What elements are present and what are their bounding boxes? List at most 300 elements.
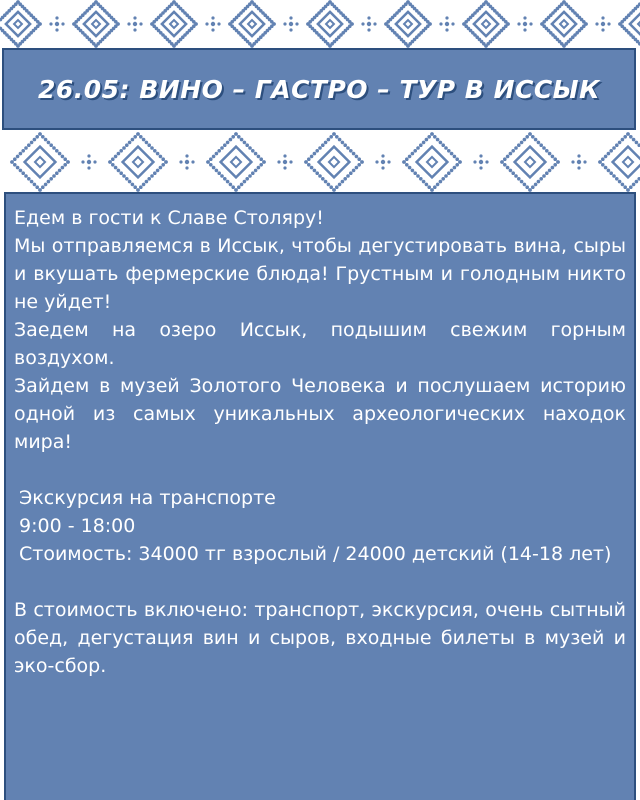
ornament-diamond xyxy=(525,157,535,167)
ornament-dot xyxy=(324,141,328,145)
ornament-dot xyxy=(598,160,602,164)
ornament-dot xyxy=(257,166,261,170)
ornament-dot xyxy=(506,166,510,170)
description-panel xyxy=(4,192,636,800)
ornament-dot xyxy=(81,160,84,163)
ornament-dot xyxy=(445,28,448,31)
ornament-dot xyxy=(525,185,529,189)
ornament-dot xyxy=(583,160,586,163)
ornament-dot xyxy=(612,146,616,150)
ornament-band-middle xyxy=(0,132,640,192)
ornament-dot xyxy=(228,22,232,26)
ornament-dot xyxy=(509,169,513,173)
ornament-dot xyxy=(506,22,510,26)
ornament-dot xyxy=(251,149,255,153)
ornament-dot xyxy=(427,135,431,139)
ornament-dot xyxy=(355,155,359,159)
ornament-dot xyxy=(35,185,39,189)
ornament-dot xyxy=(425,138,429,142)
ornament-dot xyxy=(13,163,17,167)
ornament-dot xyxy=(122,146,126,150)
ornament-dot xyxy=(425,183,429,187)
ornament-dot xyxy=(147,177,151,181)
title-banner xyxy=(2,48,636,130)
ornament-dot xyxy=(215,169,219,173)
ornament-diamond xyxy=(318,12,342,36)
ornament-dot xyxy=(21,149,25,153)
ornament-dot xyxy=(324,180,328,184)
ornament-dot xyxy=(503,157,507,161)
ornament-dot xyxy=(439,22,442,25)
ornament-dot xyxy=(212,166,216,170)
ornament-diamond xyxy=(170,20,178,28)
ornament-dot xyxy=(335,135,339,139)
ornament-dot xyxy=(220,146,224,150)
ornament-dot xyxy=(44,138,48,142)
ornament-dot xyxy=(61,155,65,159)
ornament-dot xyxy=(194,22,198,26)
ornament-dot xyxy=(447,171,451,175)
ornament-dot xyxy=(350,22,354,26)
ornament-dot xyxy=(217,149,221,153)
ornament-dot xyxy=(307,163,311,167)
ornament-dot xyxy=(506,155,510,159)
ornament-dot xyxy=(433,185,437,189)
ornament-dot xyxy=(185,154,188,157)
ornament-dot xyxy=(517,22,520,25)
ornament-dot xyxy=(531,135,535,139)
ornament-dot xyxy=(87,154,90,157)
ornament-dot xyxy=(455,163,459,167)
ornament-dot xyxy=(553,157,557,161)
ornament-dot xyxy=(55,28,58,31)
ornament-dot xyxy=(618,180,622,184)
ornament-dot xyxy=(52,174,56,178)
ornament-dot xyxy=(159,166,163,170)
ornament-dot xyxy=(131,138,135,142)
ornament-dot xyxy=(114,155,118,159)
ornament-dot xyxy=(629,135,633,139)
ornament-dot xyxy=(159,155,163,159)
ornament-dot xyxy=(540,22,544,26)
ornament-dot xyxy=(542,146,546,150)
ornament-dot xyxy=(27,143,31,147)
ornament-dot xyxy=(428,22,432,26)
ornament-dot xyxy=(338,138,342,142)
ornament-dot xyxy=(577,160,581,164)
ornament-diamond xyxy=(552,12,576,36)
ornament-dot xyxy=(422,141,426,145)
ornament-dot xyxy=(433,135,437,139)
ornament-dot xyxy=(511,171,515,175)
ornament-dot xyxy=(485,160,488,163)
ornament-dot xyxy=(402,160,406,164)
ornament-dot xyxy=(55,16,58,19)
ornament-dot xyxy=(41,135,45,139)
ornament-dot xyxy=(609,149,613,153)
ornament-dot xyxy=(441,143,445,147)
ornament-dot xyxy=(514,146,518,150)
ornament-dot xyxy=(211,28,214,31)
ornament-dot xyxy=(430,132,434,136)
ornament-dot xyxy=(217,171,221,175)
ornament-diamond xyxy=(35,157,45,167)
ornament-dot xyxy=(551,155,555,159)
ornament-dot xyxy=(283,166,286,169)
ornament-dot xyxy=(327,183,331,187)
ornament-dot xyxy=(447,149,451,153)
ornament-pattern xyxy=(0,132,640,192)
ornament-dot xyxy=(234,132,238,136)
ornament-dot xyxy=(304,160,308,164)
ornament-dot xyxy=(514,174,518,178)
ornament-dot xyxy=(145,141,149,145)
ornament-dot xyxy=(289,16,292,19)
ornament-dot xyxy=(41,185,45,189)
ornament-dot xyxy=(24,146,28,150)
ornament-dot xyxy=(243,141,247,145)
ornament-dot xyxy=(419,143,423,147)
ornament-dot xyxy=(367,28,370,31)
ornament-dot xyxy=(609,171,613,175)
ornament-dot xyxy=(595,22,598,25)
ornament-dot xyxy=(539,143,543,147)
ornament-dot xyxy=(373,22,376,25)
ornament-dot xyxy=(607,169,611,173)
ornament-dot xyxy=(245,143,249,147)
ornament-dot xyxy=(623,185,627,189)
ornament-dot xyxy=(635,180,639,184)
ornament-dot xyxy=(272,22,276,26)
ornament-dot xyxy=(355,166,359,170)
ornament-dot xyxy=(523,22,527,26)
ornament-dot xyxy=(445,22,449,26)
ornament-dot xyxy=(346,174,350,178)
ornament-dot xyxy=(211,22,215,26)
ornament-dot xyxy=(422,180,426,184)
ornament-diamond xyxy=(123,147,154,178)
ornament-dot xyxy=(47,180,51,184)
ornament-dot xyxy=(626,132,630,136)
ornament-dot xyxy=(607,152,611,156)
ornament-dot xyxy=(289,160,292,163)
ornament-dot xyxy=(49,143,53,147)
ornament-dot xyxy=(52,146,56,150)
ornament-dot xyxy=(240,183,244,187)
ornament-dot xyxy=(254,169,258,173)
ornament-dot xyxy=(577,166,580,169)
ornament-dot xyxy=(63,157,67,161)
ornament-dot xyxy=(416,174,420,178)
ornament-dot xyxy=(139,22,142,25)
ornament-dot xyxy=(133,22,137,26)
ornament-dot xyxy=(237,135,241,139)
ornament-dot xyxy=(87,166,90,169)
ornament-dot xyxy=(161,157,165,161)
ornament-dot xyxy=(332,132,336,136)
ornament-band-top xyxy=(0,0,640,48)
ornament-dot xyxy=(153,171,157,175)
ornament-dot xyxy=(341,180,345,184)
ornament-dot xyxy=(128,180,132,184)
ornament-dot xyxy=(289,22,293,26)
ornament-dot xyxy=(237,185,241,189)
ornament-dot xyxy=(607,22,610,25)
ornament-dot xyxy=(357,163,361,167)
ornament-diamond xyxy=(326,20,334,28)
ornament-dot xyxy=(335,185,339,189)
ornament-dot xyxy=(615,177,619,181)
ornament-dot xyxy=(604,155,608,159)
ornament-dot xyxy=(142,183,146,187)
intro-line-4: Зайдем в музей Золотого Человека и послушаем историю одной из самых уникальных археологических находок мира! xyxy=(14,375,626,453)
ornament-dot xyxy=(621,183,625,187)
ornament-dot xyxy=(517,177,521,181)
intro-line-3: Заедем на озеро Иссык, подышим свежим горным воздухом. xyxy=(14,319,626,369)
ornament-dot xyxy=(108,160,112,164)
ornament-dot xyxy=(545,171,549,175)
ornament-dot xyxy=(231,135,235,139)
ornament-dot xyxy=(47,141,51,145)
ornament-dot xyxy=(531,185,535,189)
ornament-dot xyxy=(444,146,448,150)
ornament-dot xyxy=(315,149,319,153)
ornament-dot xyxy=(545,149,549,153)
ornament-diamond xyxy=(482,20,490,28)
ornament-dot xyxy=(315,171,319,175)
ornament-dot xyxy=(226,180,230,184)
ornament-dot xyxy=(164,160,168,164)
ornament-dot xyxy=(601,22,605,26)
ornament-dot xyxy=(254,152,258,156)
ornament-dot xyxy=(556,160,560,164)
ornament-dot xyxy=(367,22,371,26)
ornament-dot xyxy=(147,143,151,147)
ornament-dot xyxy=(139,135,143,139)
ornament-dot xyxy=(408,166,412,170)
ornament-dot xyxy=(361,22,364,25)
ornament-diamond xyxy=(515,147,546,178)
ornament-dot xyxy=(313,169,317,173)
ornament-dot xyxy=(623,135,627,139)
ornament-dot xyxy=(206,160,210,164)
ornament-dot xyxy=(116,22,120,26)
ornament-diamond xyxy=(319,147,350,178)
ornament-dot xyxy=(111,157,115,161)
ornament-dot xyxy=(150,146,154,150)
ornament-dot xyxy=(329,185,333,189)
ornament-dot xyxy=(38,22,42,26)
ornament-dot xyxy=(439,180,443,184)
ornament-dot xyxy=(111,163,115,167)
ornament-diamond xyxy=(474,12,498,36)
intro-line-1: Едем в гости к Славе Столяру! xyxy=(14,207,324,229)
ornament-dot xyxy=(128,141,132,145)
ornament-dot xyxy=(520,180,524,184)
ornament-dot xyxy=(220,174,224,178)
spacer xyxy=(14,456,626,484)
ornament-dot xyxy=(211,16,214,19)
ornament-dot xyxy=(283,22,286,25)
ornament-dot xyxy=(632,183,636,187)
ornament-dot xyxy=(277,160,280,163)
ornament-dot xyxy=(618,141,622,145)
ornament-dot xyxy=(117,169,121,173)
ornament-dot xyxy=(529,22,532,25)
ornament-diamond xyxy=(613,147,640,178)
ornament-dot xyxy=(125,143,129,147)
ornament-dot xyxy=(226,141,230,145)
ornament-diamond xyxy=(560,20,568,28)
ornament-dot xyxy=(205,22,208,25)
ornament-dot xyxy=(229,183,233,187)
ornament-dot xyxy=(231,185,235,189)
ornament-dot xyxy=(150,22,154,26)
ornament-dot xyxy=(584,22,588,26)
ornament-dot xyxy=(411,169,415,173)
ornament-dot xyxy=(629,185,633,189)
ornament-dot xyxy=(245,177,249,181)
ornament-dot xyxy=(612,174,616,178)
ornament-dot xyxy=(133,16,136,19)
ornament-dot xyxy=(479,154,482,157)
ornament-dot xyxy=(517,143,521,147)
ornament-dot xyxy=(604,166,608,170)
ornament-dot xyxy=(534,183,538,187)
ornament-dot xyxy=(444,174,448,178)
ornament-dot xyxy=(548,169,552,173)
ornament-dot xyxy=(343,177,347,181)
ornament-dot xyxy=(35,135,39,139)
ornament-dot xyxy=(21,171,25,175)
ornament-dot xyxy=(360,160,364,164)
ornament-dot xyxy=(525,135,529,139)
ornament-dot xyxy=(427,185,431,189)
ornament-dot xyxy=(408,155,412,159)
ornament-dot xyxy=(61,166,65,170)
ornament-dot xyxy=(19,152,23,156)
ornament-dot xyxy=(243,180,247,184)
spacer xyxy=(14,568,626,596)
ornament-diamond xyxy=(162,12,186,36)
ornament-dot xyxy=(19,169,23,173)
time-line: 9:00 - 18:00 xyxy=(19,515,136,537)
ornament-dot xyxy=(528,132,532,136)
ornament-dot xyxy=(500,160,504,164)
ornament-dot xyxy=(571,160,574,163)
ornament-dot xyxy=(384,22,388,26)
ornament-dot xyxy=(133,185,137,189)
ornament-dot xyxy=(577,154,580,157)
ornament-dot xyxy=(209,157,213,161)
ornament-dot xyxy=(436,138,440,142)
ornament-dot xyxy=(451,22,454,25)
ornament-dot xyxy=(295,22,298,25)
ornament-dot xyxy=(212,155,216,159)
ornament-dot xyxy=(523,28,526,31)
ornament-dot xyxy=(125,177,129,181)
ornament-dot xyxy=(537,180,541,184)
page-title: 26.05: ВИНО – ГАСТРО – ТУР В ИССЫК xyxy=(37,74,601,104)
ornament-dot xyxy=(133,28,136,31)
ornament-dot xyxy=(548,152,552,156)
ornament-dot xyxy=(179,160,182,163)
ornament-dot xyxy=(248,174,252,178)
ornament-dot xyxy=(601,157,605,161)
ornament-dot xyxy=(329,135,333,139)
ornament-dot xyxy=(375,160,378,163)
ornament-dot xyxy=(217,22,220,25)
ornament-diamond xyxy=(396,12,420,36)
ornament-dot xyxy=(38,132,42,136)
ornament-dot xyxy=(33,183,37,187)
ornament-dot xyxy=(55,22,59,26)
ornament-dot xyxy=(381,160,385,164)
ornament-dot xyxy=(473,160,476,163)
ornament-dot xyxy=(511,149,515,153)
ornament-dot xyxy=(349,171,353,175)
ornament-dot xyxy=(523,16,526,19)
ornament-dot xyxy=(313,152,317,156)
ornament-dot xyxy=(240,138,244,142)
ornament-dot xyxy=(61,22,64,25)
ornament-diamond xyxy=(6,12,30,36)
ornament-dot xyxy=(621,138,625,142)
ornament-dot xyxy=(321,177,325,181)
ornament-dot xyxy=(318,174,322,178)
ornament-diamond xyxy=(623,157,633,167)
ornament-dot xyxy=(215,152,219,156)
ornament-dot xyxy=(55,171,59,175)
ornament-dot xyxy=(49,177,53,181)
ornament-dot xyxy=(615,143,619,147)
ornament-dot xyxy=(601,28,604,31)
ornament-dot xyxy=(289,28,292,31)
ornament-dot xyxy=(405,157,409,161)
ornament-dot xyxy=(93,160,96,163)
ornament-diamond xyxy=(417,147,448,178)
ornament-dot xyxy=(601,16,604,19)
ornament-dot xyxy=(119,149,123,153)
ornament-diamond xyxy=(248,20,256,28)
ornament-dot xyxy=(534,138,538,142)
ornament-diamond xyxy=(427,157,437,167)
ornament-dot xyxy=(462,22,466,26)
ornament-diamond xyxy=(92,20,100,28)
ornament-dot xyxy=(436,183,440,187)
ornament-dot xyxy=(367,16,370,19)
ornament-dot xyxy=(453,155,457,159)
ornament-dot xyxy=(262,160,266,164)
ornament-dot xyxy=(136,132,140,136)
ornament-dot xyxy=(632,138,636,142)
ornament-dot xyxy=(416,146,420,150)
ornament-dot xyxy=(310,166,314,170)
ornament-dot xyxy=(10,160,14,164)
ornament-dot xyxy=(411,152,415,156)
ornament-dot xyxy=(338,183,342,187)
ornament-dot xyxy=(63,163,67,167)
ornament-dot xyxy=(419,177,423,181)
ornament-dot xyxy=(352,152,356,156)
ornament-dot xyxy=(441,177,445,181)
ornament-dot xyxy=(445,16,448,19)
ornament-dot xyxy=(413,149,417,153)
intro-line-2: Мы отправляемся в Иссык, чтобы дегустировать вина, сыры и вкушать фермерские блюда! Грустным и голодным никто не уйдет! xyxy=(14,235,626,313)
ornament-dot xyxy=(185,166,188,169)
ornament-dot xyxy=(44,183,48,187)
ornament-dot xyxy=(381,154,384,157)
